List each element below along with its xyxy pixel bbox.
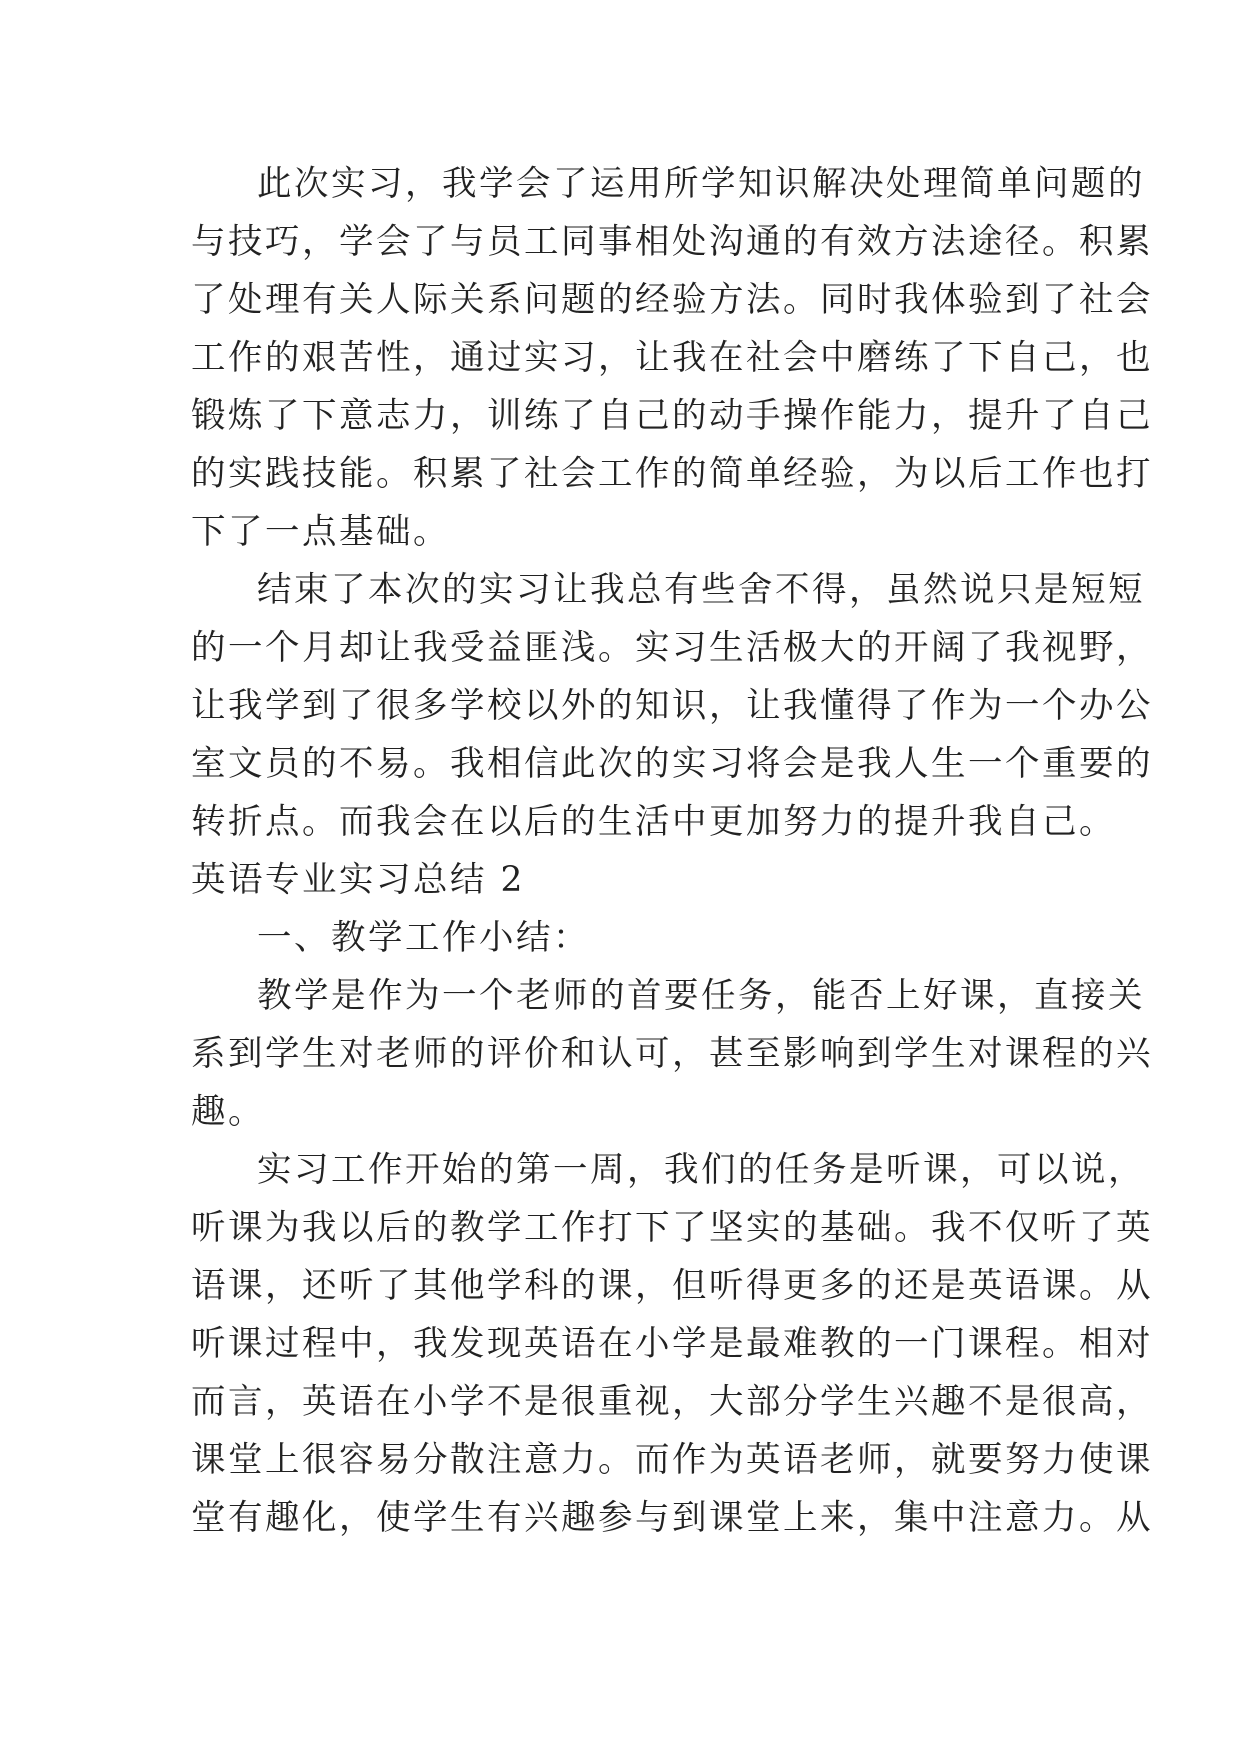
paragraph-4-line-1: 实习工作开始的第一周，我们的任务是听课，可以说， — [257, 1150, 1145, 1190]
paragraph-1-line-1: 此次实习，我学会了运用所学知识解决处理简单问题的 — [257, 164, 1145, 204]
paragraph-2-line-3: 让我学到了很多学校以外的知识，让我懂得了作为一个办公 — [191, 686, 1153, 726]
paragraph-4-line-4: 听课过程中，我发现英语在小学是最难教的一门课程。相对 — [191, 1324, 1153, 1364]
document-body — [191, 155, 1153, 1547]
paragraph-4-line-7: 堂有趣化，使学生有兴趣参与到课堂上来，集中注意力。从 — [191, 1498, 1153, 1538]
paragraph-4-line-2: 听课为我以后的教学工作打下了坚实的基础。我不仅听了英 — [191, 1208, 1153, 1248]
paragraph-1-line-4: 工作的艰苦性，通过实习，让我在社会中磨练了下自己，也 — [191, 338, 1153, 378]
paragraph-3-line-1: 教学是作为一个老师的首要任务，能否上好课，直接关 — [257, 976, 1145, 1016]
paragraph-1-line-7: 下了一点基础。 — [191, 512, 450, 552]
paragraph-4-line-3: 语课，还听了其他学科的课，但听得更多的还是英语课。从 — [191, 1266, 1153, 1306]
paragraph-1-line-2: 与技巧，学会了与员工同事相处沟通的有效方法途径。积累 — [191, 222, 1153, 262]
paragraph-4-line-6: 课堂上很容易分散注意力。而作为英语老师，就要努力使课 — [191, 1440, 1153, 1480]
paragraph-2-line-2: 的一个月却让我受益匪浅。实习生活极大的开阔了我视野， — [191, 628, 1153, 668]
paragraph-2-line-1: 结束了本次的实习让我总有些舍不得，虽然说只是短短 — [257, 570, 1145, 610]
paragraph-1-line-5: 锻炼了下意志力，训练了自己的动手操作能力，提升了自己 — [191, 396, 1153, 436]
paragraph-2-line-4: 室文员的不易。我相信此次的实习将会是我人生一个重要的 — [191, 744, 1153, 784]
paragraph-1-line-3: 了处理有关人际关系问题的经验方法。同时我体验到了社会 — [191, 280, 1153, 320]
subsection-heading: 一、教学工作小结： — [257, 918, 590, 958]
paragraph-1-line-6: 的实践技能。积累了社会工作的简单经验，为以后工作也打 — [191, 454, 1153, 494]
paragraph-3-line-3: 趣。 — [191, 1092, 265, 1132]
paragraph-3-line-2: 系到学生对老师的评价和认可，甚至影响到学生对课程的兴 — [191, 1034, 1153, 1074]
paragraph-4-line-5: 而言，英语在小学不是很重视，大部分学生兴趣不是很高， — [191, 1382, 1153, 1422]
section-heading: 英语专业实习总结 2 — [191, 860, 525, 900]
paragraph-2-line-5: 转折点。而我会在以后的生活中更加努力的提升我自己。 — [191, 802, 1116, 842]
